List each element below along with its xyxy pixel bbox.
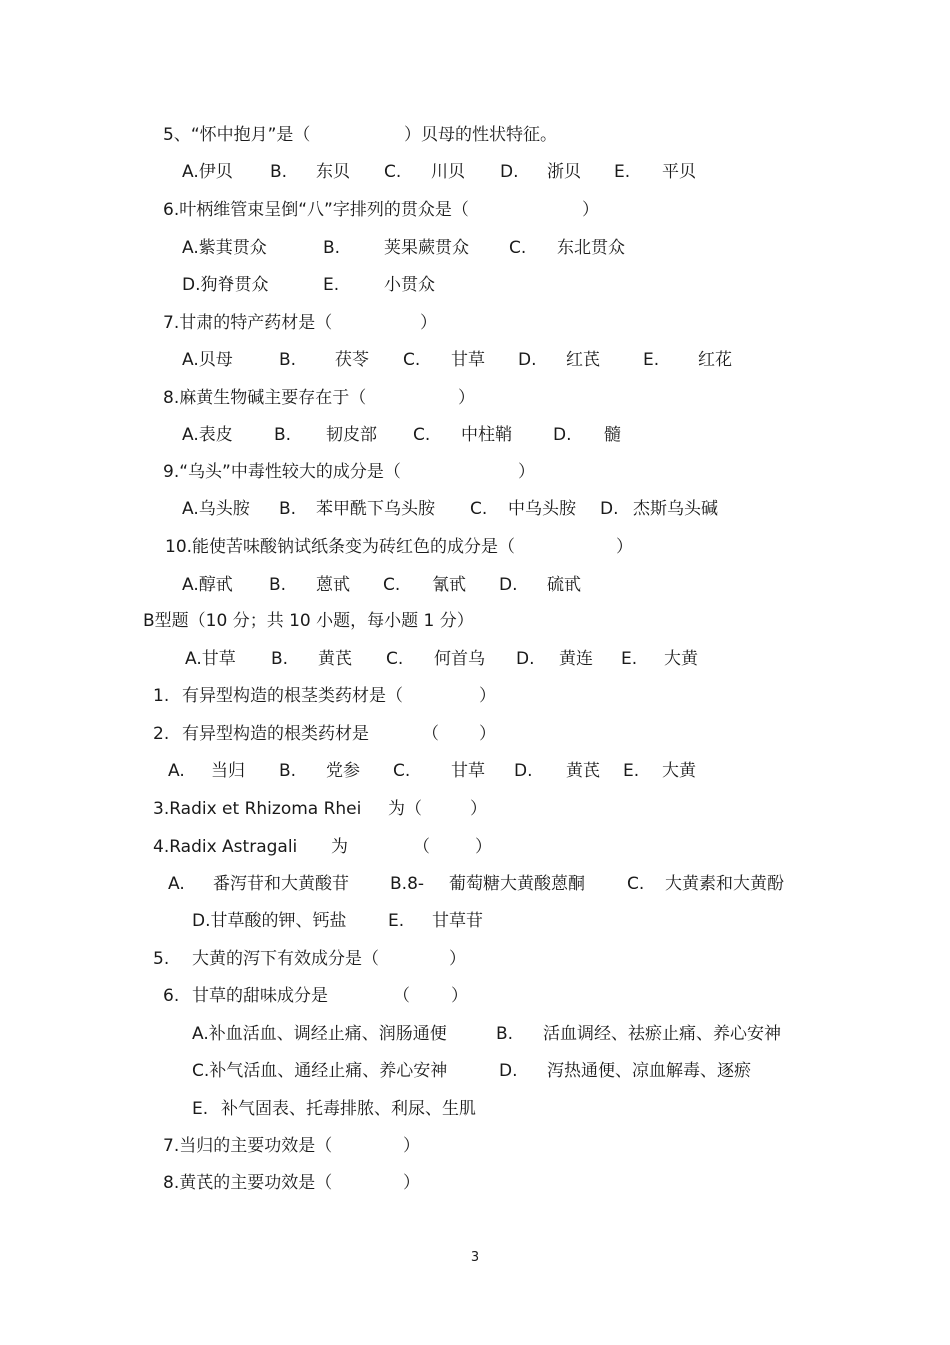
option-label: E. [614, 162, 631, 182]
option-text: 东北贯众 [557, 238, 625, 258]
question-text: ） [470, 799, 487, 819]
option-a: A.贝母 [182, 350, 233, 370]
option-label: C. [627, 874, 645, 894]
option-a: A.补血活血、调经止痛、润肠通便 [192, 1024, 447, 1044]
option-text: 大黄 [664, 649, 698, 669]
option-text: 东贝 [316, 162, 350, 182]
option-text: 荚果蕨贯众 [384, 238, 469, 258]
option-label: B. [496, 1024, 514, 1044]
option-label: A. [168, 874, 185, 894]
option-label: C. [403, 350, 421, 370]
question-text: ） [449, 949, 466, 969]
question-text: 甘草的甜味成分是 [192, 986, 328, 1006]
option-text: 活血调经、祛瘀止痛、养心安神 [543, 1024, 781, 1044]
option-text: 甘草 [451, 761, 485, 781]
question-text: 8.黄芪的主要功效是（ [163, 1173, 333, 1193]
question-number: 2. [153, 724, 170, 744]
question-text: 4.Radix Astragali [153, 837, 298, 857]
option-text: 番泻苷和大黄酸苷 [213, 874, 349, 894]
option-text: 茯苓 [335, 350, 369, 370]
option-label: A. [168, 761, 185, 781]
question-text: （ [393, 986, 410, 1006]
option-label: B. [270, 162, 288, 182]
option-text: 党参 [326, 761, 360, 781]
option-text: 红花 [698, 350, 732, 370]
option-label: B.8- [390, 874, 425, 894]
option-text: 黄连 [559, 649, 593, 669]
option-text: 杰斯乌头碱 [633, 499, 718, 519]
option-a: A.醇甙 [182, 575, 233, 595]
option-text: 黄芪 [566, 761, 600, 781]
option-text: 氰甙 [432, 575, 466, 595]
option-text: 中乌头胺 [508, 499, 576, 519]
question-text: 9.“乌头”中毒性较大的成分是（ [163, 462, 401, 482]
option-label: D. [518, 350, 537, 370]
option-text: 浙贝 [547, 162, 581, 182]
question-text: ） [451, 986, 468, 1006]
option-label: B. [279, 761, 297, 781]
option-label: E. [388, 911, 405, 931]
option-text: 韧皮部 [326, 425, 377, 445]
question-text: ） [420, 313, 437, 333]
option-text: 甘草苷 [432, 911, 483, 931]
question-text: ） [403, 1173, 420, 1193]
option-label: E. [643, 350, 660, 370]
option-label: C. [386, 649, 404, 669]
option-label: B. [279, 350, 297, 370]
question-text: 7.甘肃的特产药材是（ [163, 313, 333, 333]
question-text: ） [479, 686, 496, 706]
option-label: E. [192, 1099, 209, 1119]
question-text: ） [475, 837, 492, 857]
question-text: ） [582, 200, 599, 220]
option-label: C. [509, 238, 527, 258]
question-text: 为 [331, 837, 348, 857]
option-a: A.表皮 [182, 425, 233, 445]
question-text: ） [403, 1136, 420, 1156]
option-text: 蒽甙 [316, 575, 350, 595]
option-text: 髓 [604, 425, 621, 445]
question-text: 3.Radix et Rhizoma Rhei [153, 799, 362, 819]
option-text: 川贝 [431, 162, 465, 182]
option-text: 红芪 [566, 350, 600, 370]
question-text: 有异型构造的根茎类药材是（ [182, 686, 403, 706]
option-label: D. [516, 649, 535, 669]
option-label: C. [470, 499, 488, 519]
option-label: C. [413, 425, 431, 445]
option-text: 硫甙 [547, 575, 581, 595]
page-number: 3 [470, 1250, 480, 1265]
option-label: D. [499, 1061, 518, 1081]
option-text: 当归 [211, 761, 245, 781]
question-number: 6. [163, 986, 180, 1006]
question-text: ）贝母的性状特征。 [404, 125, 557, 145]
question-number: 5. [153, 949, 170, 969]
question-text: 5、“怀中抱月”是（ [163, 125, 311, 145]
option-label: C. [384, 162, 402, 182]
option-text: 何首乌 [434, 649, 485, 669]
option-text: 葡萄糖大黄酸蒽酮 [449, 874, 585, 894]
option-text: 平贝 [662, 162, 696, 182]
option-text: 大黄素和大黄酚 [665, 874, 784, 894]
option-label: D. [500, 162, 519, 182]
question-text: ） [458, 388, 475, 408]
option-a: A.乌头胺 [182, 499, 250, 519]
option-text: 中柱鞘 [461, 425, 512, 445]
option-label: B. [269, 575, 287, 595]
question-text: （ [422, 724, 439, 744]
option-text: 泻热通便、凉血解毒、逐瘀 [547, 1061, 751, 1081]
question-text: 8.麻黄生物碱主要存在于（ [163, 388, 367, 408]
question-text: 有异型构造的根类药材是 [182, 724, 369, 744]
option-label: E. [623, 761, 640, 781]
option-label: C. [393, 761, 411, 781]
option-label: D. [553, 425, 572, 445]
option-d: D.甘草酸的钾、钙盐 [192, 911, 347, 931]
option-a: A.紫萁贯众 [182, 238, 267, 258]
option-label: B. [279, 499, 297, 519]
question-text: 大黄的泻下有效成分是（ [192, 949, 379, 969]
question-text: ） [616, 537, 633, 557]
option-a: A.伊贝 [182, 162, 233, 182]
question-text: 7.当归的主要功效是（ [163, 1136, 333, 1156]
option-text: 大黄 [662, 761, 696, 781]
option-label: B. [274, 425, 292, 445]
option-text: 甘草 [451, 350, 485, 370]
option-label: E. [621, 649, 638, 669]
section-title: B型题（10 分；共 10 小题，每小题 1 分） [143, 611, 474, 631]
option-label: B. [323, 238, 341, 258]
option-label: B. [271, 649, 289, 669]
question-text: ） [518, 462, 535, 482]
option-c: C.补气活血、通经止痛、养心安神 [192, 1061, 448, 1081]
option-label: D. [499, 575, 518, 595]
option-label: E. [323, 275, 340, 295]
question-text: （ [413, 837, 430, 857]
option-label: C. [383, 575, 401, 595]
question-text: 为（ [388, 799, 422, 819]
option-text: 黄芪 [318, 649, 352, 669]
option-label: D. [600, 499, 619, 519]
option-label: D. [514, 761, 533, 781]
question-text: 6.叶柄维管束呈倒“八”字排列的贯众是（ [163, 200, 469, 220]
question-text: ） [479, 724, 496, 744]
option-text: 补气固表、托毒排脓、利尿、生肌 [221, 1099, 476, 1119]
question-number: 1. [153, 686, 170, 706]
question-text: 10.能使苦味酸钠试纸条变为砖红色的成分是（ [165, 537, 516, 557]
option-d: D.狗脊贯众 [182, 275, 269, 295]
option-a: A.甘草 [185, 649, 236, 669]
option-text: 小贯众 [384, 275, 435, 295]
option-text: 苯甲酰下乌头胺 [316, 499, 435, 519]
